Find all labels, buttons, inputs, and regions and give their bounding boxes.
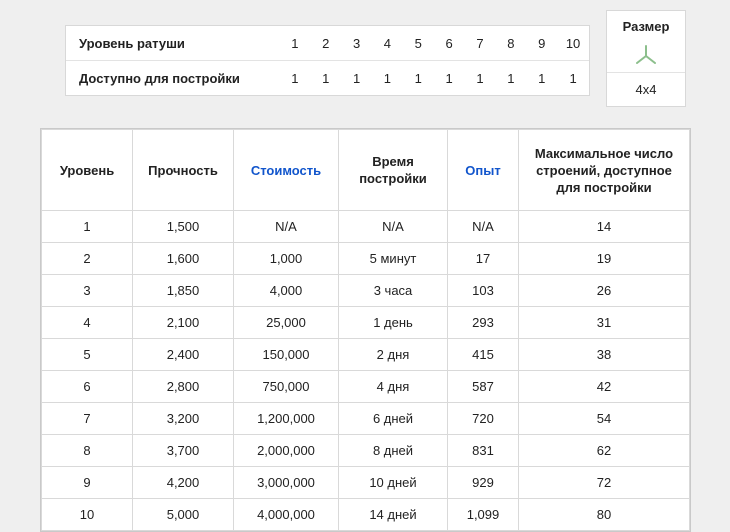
cell-build-time: 3 часа [339,275,448,307]
cell: 1 [557,61,589,96]
table-row [42,307,690,339]
table-row [42,243,690,275]
cell-level: 8 [42,435,133,467]
cell: 1 [279,61,310,96]
cell-build-time: 8 дней [339,435,448,467]
cell-durability: 1,500 [133,211,234,243]
cell-max-buildings: 62 [519,435,690,467]
cell-build-time: 5 минут [339,243,448,275]
table-row [66,61,589,96]
cell-build-time: N/A [339,211,448,243]
cell-durability: 3,200 [133,403,234,435]
cell-build-time: 14 дней [339,499,448,531]
column-header-level: Уровень [42,130,133,211]
cell-experience: 17 [448,243,519,275]
cell-build-time: 1 день [339,307,448,339]
cell-build-time: 6 дней [339,403,448,435]
table-row [66,26,589,61]
cell-max-buildings: 72 [519,467,690,499]
cell-level: 3 [42,275,133,307]
size-value: 4x4 [607,72,685,106]
cell: 1 [310,61,341,96]
cell-cost: 2,000,000 [234,435,339,467]
cell-durability: 2,100 [133,307,234,339]
building-levels-table [40,128,691,532]
cell-cost: N/A [234,211,339,243]
building-footprint-icon [607,38,685,72]
cell-max-buildings: 42 [519,371,690,403]
cell-durability: 4,200 [133,467,234,499]
cell: 1 [403,61,434,96]
column-header-max-buildings: Максимальное число строений, доступное для постройки [519,130,690,211]
cell-level: 6 [42,371,133,403]
cell-level: 2 [42,243,133,275]
cell-max-buildings: 80 [519,499,690,531]
cell-experience: 1,099 [448,499,519,531]
cell-durability: 1,600 [133,243,234,275]
cell-cost: 1,000 [234,243,339,275]
cell-experience: N/A [448,211,519,243]
cell-cost: 1,200,000 [234,403,339,435]
cell: 1 [372,61,403,96]
cell-level: 10 [42,499,133,531]
table-row [42,435,690,467]
cell-build-time: 10 дней [339,467,448,499]
cell-cost: 150,000 [234,339,339,371]
cell: 1 [526,61,557,96]
cell-experience: 720 [448,403,519,435]
cell-build-time: 4 дня [339,371,448,403]
cell-level: 1 [42,211,133,243]
size-box [606,10,686,107]
cell: 2 [322,35,330,51]
table-header-row [42,130,690,211]
cell-level: 9 [42,467,133,499]
cell-experience: 415 [448,339,519,371]
cell: 6 [445,35,453,51]
table-row [42,339,690,371]
cell-level: 7 [42,403,133,435]
cell-durability: 2,800 [133,371,234,403]
column-header-experience[interactable]: Опыт [448,130,519,211]
cell: 10 [565,35,581,51]
cell-cost: 3,000,000 [234,467,339,499]
table-row [42,499,690,531]
cell-max-buildings: 26 [519,275,690,307]
levels-table [41,129,690,531]
column-header-build-time: Время постройки [339,130,448,211]
cell: 7 [476,35,484,51]
cell-cost: 4,000 [234,275,339,307]
cell-durability: 3,700 [133,435,234,467]
cell: 4 [383,35,392,51]
column-header-durability: Прочность [133,130,234,211]
cell-experience: 929 [448,467,519,499]
cell: 9 [538,35,546,51]
cell: 1 [341,61,372,96]
cell: 1 [465,61,496,96]
cell-level: 5 [42,339,133,371]
cell: 1 [495,61,526,96]
table-row [42,211,690,243]
cell-cost: 25,000 [234,307,339,339]
townhall-summary-table [65,25,590,96]
table-row [42,275,690,307]
cell-cost: 4,000,000 [234,499,339,531]
cell-max-buildings: 31 [519,307,690,339]
cell-max-buildings: 54 [519,403,690,435]
cell-durability: 2,400 [133,339,234,371]
cell: 3 [352,35,361,51]
cell-level: 4 [42,307,133,339]
cell: 1 [291,35,299,51]
cell-experience: 103 [448,275,519,307]
cell-experience: 831 [448,435,519,467]
cell-durability: 5,000 [133,499,234,531]
table-row [42,371,690,403]
row-label-townhall-level: Уровень ратуши [79,35,185,51]
cell-experience: 587 [448,371,519,403]
cell: 1 [434,61,465,96]
cell-build-time: 2 дня [339,339,448,371]
cell-experience: 293 [448,307,519,339]
size-title: Размер [622,19,670,34]
table-row [42,403,690,435]
cell: 8 [507,35,515,51]
cell-max-buildings: 19 [519,243,690,275]
row-label-available-to-build: Доступно для постройки [66,61,279,96]
cell: 5 [414,35,422,51]
cell-durability: 1,850 [133,275,234,307]
cell-max-buildings: 38 [519,339,690,371]
cell-cost: 750,000 [234,371,339,403]
cell-max-buildings: 14 [519,211,690,243]
table-row [42,467,690,499]
summary-table [66,26,589,95]
column-header-cost[interactable]: Стоимость [234,130,339,211]
